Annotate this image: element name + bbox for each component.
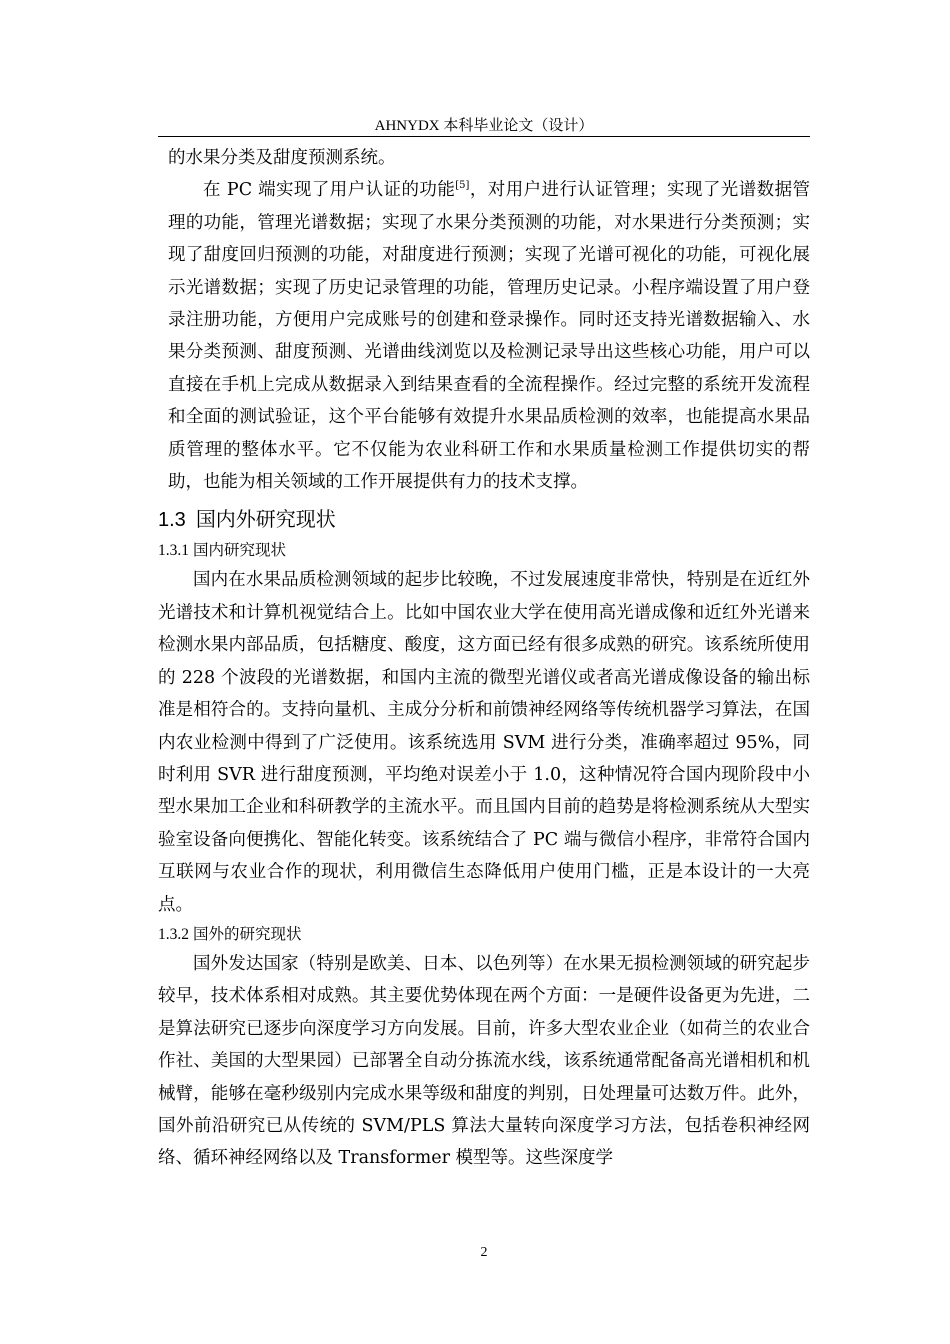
subsection-title: 国外的研究现状 — [193, 924, 302, 943]
paragraph-domestic-research: 国内在水果品质检测领域的起步比较晚，不过发展速度非常快，特别是在近红外光谱技术和计算机视觉结合上。比如中国农业大学在使用高光谱成像和近红外光谱来检测水果内部品质，包括糖度、酸度，这方面已经有很多成熟的研究。该系统所使用的 228 个波段的光谱数据，和国内主流的微型光谱仪或者高光谱成像设备的输出标准是相符合的。支持向量机、主成分分析和前馈神经网络等传统机器学习算法，在国内农业检测中得到了广泛使用。该系统选用 SVM 进行分类，准确率超过 95%，同时利用 SVR 进行甜度预测，平均绝对误差小于 1.0，这种情况符合国内现阶段中小型水果加工企业和科研教学的主流水平。而且国内目前的趋势是将检测系统从大型实验室设备向便携化、智能化转变。该系统结合了 PC 端与微信小程序，非常符合国内互联网与农业合作的现状，利用微信生态降低用户使用门槛，正是本设计的一大亮点。 — [158, 570, 810, 915]
paragraph-system-summary — [158, 174, 810, 498]
header-rule — [158, 136, 810, 137]
section-heading-1-3 — [158, 504, 810, 535]
subsection-number: 1.3.2 — [158, 925, 189, 943]
page-body — [158, 142, 810, 1175]
subsection-title: 国内研究现状 — [193, 541, 287, 560]
subsection-number: 1.3.1 — [158, 542, 189, 560]
paragraph-foreign-research: 国外发达国家（特别是欧美、日本、以色列等）在水果无损检测领域的研究起步较早，技术体系相对成熟。其主要优势体现在两个方面：一是硬件设备更为先进，二是算法研究已逐步向深度学习方向发展。目前，许多大型农业企业（如荷兰的农业合作社、美国的大型果园）已部署全自动分拣流水线，该系统通常配备高光谱相机和机械臂，能够在毫秒级别内完成水果等级和甜度的判别，日处理量可达数万件。此外，国外前沿研究已从传统的 SVM/PLS 算法大量转向深度学习方法，包括卷积神经网络、循环神经网络以及 Transformer 模型等。这些深度学 — [158, 953, 810, 1169]
subsection-heading-1-3-2 — [158, 921, 810, 948]
citation-ref: [5] — [455, 180, 470, 192]
paragraph-continuation: 的水果分类及甜度预测系统。 — [168, 148, 396, 168]
paragraph-text: 在 PC 端实现了用户认证的功能 — [203, 180, 456, 201]
section-title: 国内外研究现状 — [195, 507, 336, 532]
page-number: 2 — [480, 1245, 488, 1260]
subsection-heading-1-3-1 — [158, 537, 810, 564]
paragraph-text: ，对用户进行认证管理；实现了光谱数据管理的功能，管理光谱数据；实现了水果分类预测的功能，对水果进行分类预测；实现了甜度回归预测的功能，对甜度进行预测；实现了光谱可视化的功能，可视化展示光谱数据；实现了历史记录管理的功能，管理历史记录。小程序端设置了用户登录注册功能，方便用户完成账号的创建和登录操作。同时还支持光谱数据输入、水果分类预测、甜度预测、光谱曲线浏览以及检测记录导出这些核心功能，用户可以直接在手机上完成从数据录入到结果查看的全流程操作。经过完整的系统开发流程和全面的测试验证，这个平台能够有效提升水果品质检测的效率，也能提高水果品质管理的整体水平。它不仅能为农业科研工作和水果质量检测工作提供切实的帮助，也能为相关领域的工作开展提供有力的技术支撑。 — [168, 180, 810, 493]
section-number: 1.3 — [158, 509, 186, 532]
running-header: AHNYDX 本科毕业论文（设计） — [374, 118, 594, 134]
